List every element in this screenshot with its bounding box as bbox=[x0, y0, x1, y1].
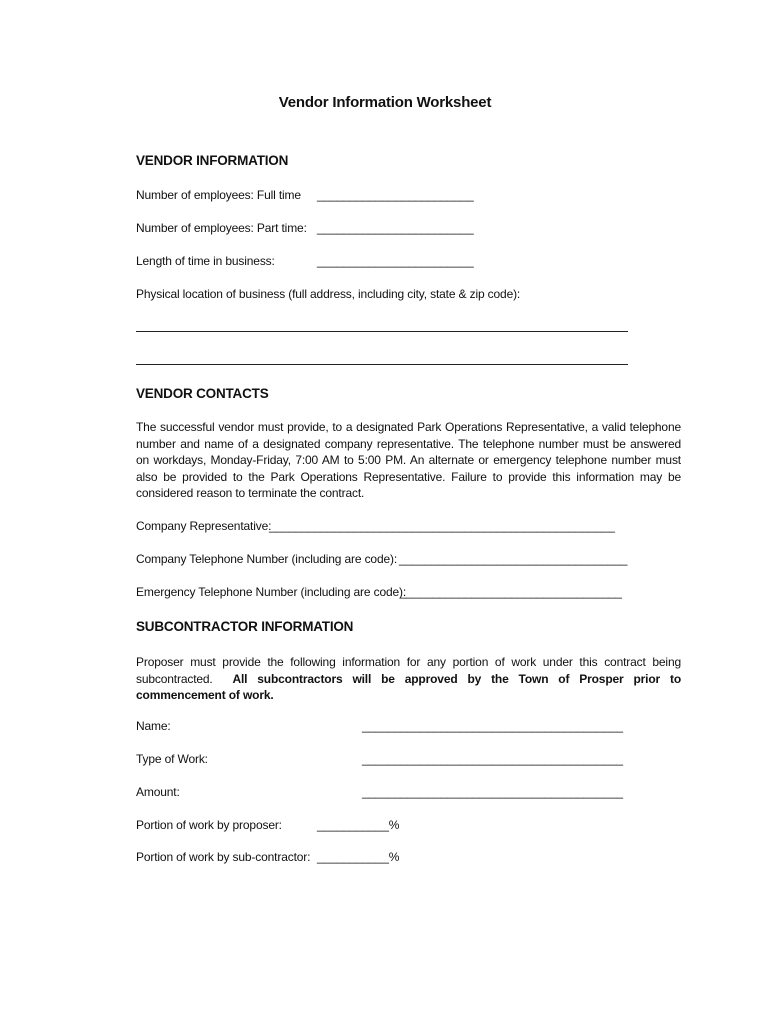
vendor-information-heading: VENDOR INFORMATION bbox=[136, 153, 289, 168]
subcontractor-paragraph bbox=[136, 654, 681, 704]
company-telephone-field[interactable]: ___________________________________ bbox=[399, 552, 628, 566]
full-time-employees-label: Number of employees: Full time bbox=[136, 188, 301, 202]
physical-location-line-1[interactable] bbox=[136, 331, 628, 332]
portion-by-subcontractor-label: Portion of work by sub-contractor: bbox=[136, 850, 311, 864]
subcontractor-name-label: Name: bbox=[136, 719, 171, 733]
emergency-telephone-field[interactable]: __________________________________ bbox=[400, 585, 622, 599]
amount-field[interactable]: ________________________________________ bbox=[362, 785, 623, 799]
length-in-business-label: Length of time in business: bbox=[136, 254, 275, 268]
portion-by-proposer-label: Portion of work by proposer: bbox=[136, 818, 282, 832]
part-time-employees-label: Number of employees: Part time: bbox=[136, 221, 307, 235]
type-of-work-field[interactable]: ________________________________________ bbox=[362, 752, 623, 766]
company-representative-field[interactable]: _____________________________________________________ bbox=[269, 519, 615, 533]
amount-label: Amount: bbox=[136, 785, 180, 799]
part-time-employees-field[interactable]: ________________________ bbox=[317, 221, 474, 235]
company-representative-label: Company Representative: bbox=[136, 519, 272, 533]
length-in-business-field[interactable]: ________________________ bbox=[317, 254, 474, 268]
subcontractor-paragraph-text: Proposer must provide the following information for any portion of work under this contract being subcontracted. bbox=[136, 655, 681, 686]
vendor-contacts-paragraph: The successful vendor must provide, to a designated Park Operations Representative, a valid telephone number and name of a designated company representative. The telephone number must be answered on workdays, Monday-Friday, 7:00 AM to 5:00 PM. An alternate or emergency telephone number must also be provided to the Park Operations Representative. Failure to provide this information may be considered reason to terminate the contract. bbox=[136, 420, 681, 500]
subcontractor-name-field[interactable]: ________________________________________ bbox=[362, 719, 623, 733]
subcontractor-information-heading: SUBCONTRACTOR INFORMATION bbox=[136, 619, 354, 634]
physical-location-label: Physical location of business (full address, including city, state & zip code): bbox=[136, 287, 521, 301]
portion-by-subcontractor-field[interactable]: ___________% bbox=[317, 850, 400, 864]
physical-location-line-2[interactable] bbox=[136, 364, 628, 365]
company-telephone-label: Company Telephone Number (including are code): bbox=[136, 552, 398, 566]
subcontractor-approval-notice: All subcontractors will be approved by the Town of Prosper prior to commencement of work. bbox=[136, 671, 681, 702]
full-time-employees-field[interactable]: ________________________ bbox=[317, 188, 474, 202]
page-title: Vendor Information Worksheet bbox=[278, 94, 492, 111]
type-of-work-label: Type of Work: bbox=[136, 752, 208, 766]
vendor-contacts-heading: VENDOR CONTACTS bbox=[136, 386, 269, 401]
emergency-telephone-label: Emergency Telephone Number (including are code): bbox=[136, 585, 407, 599]
portion-by-proposer-field[interactable]: ___________% bbox=[317, 818, 400, 832]
